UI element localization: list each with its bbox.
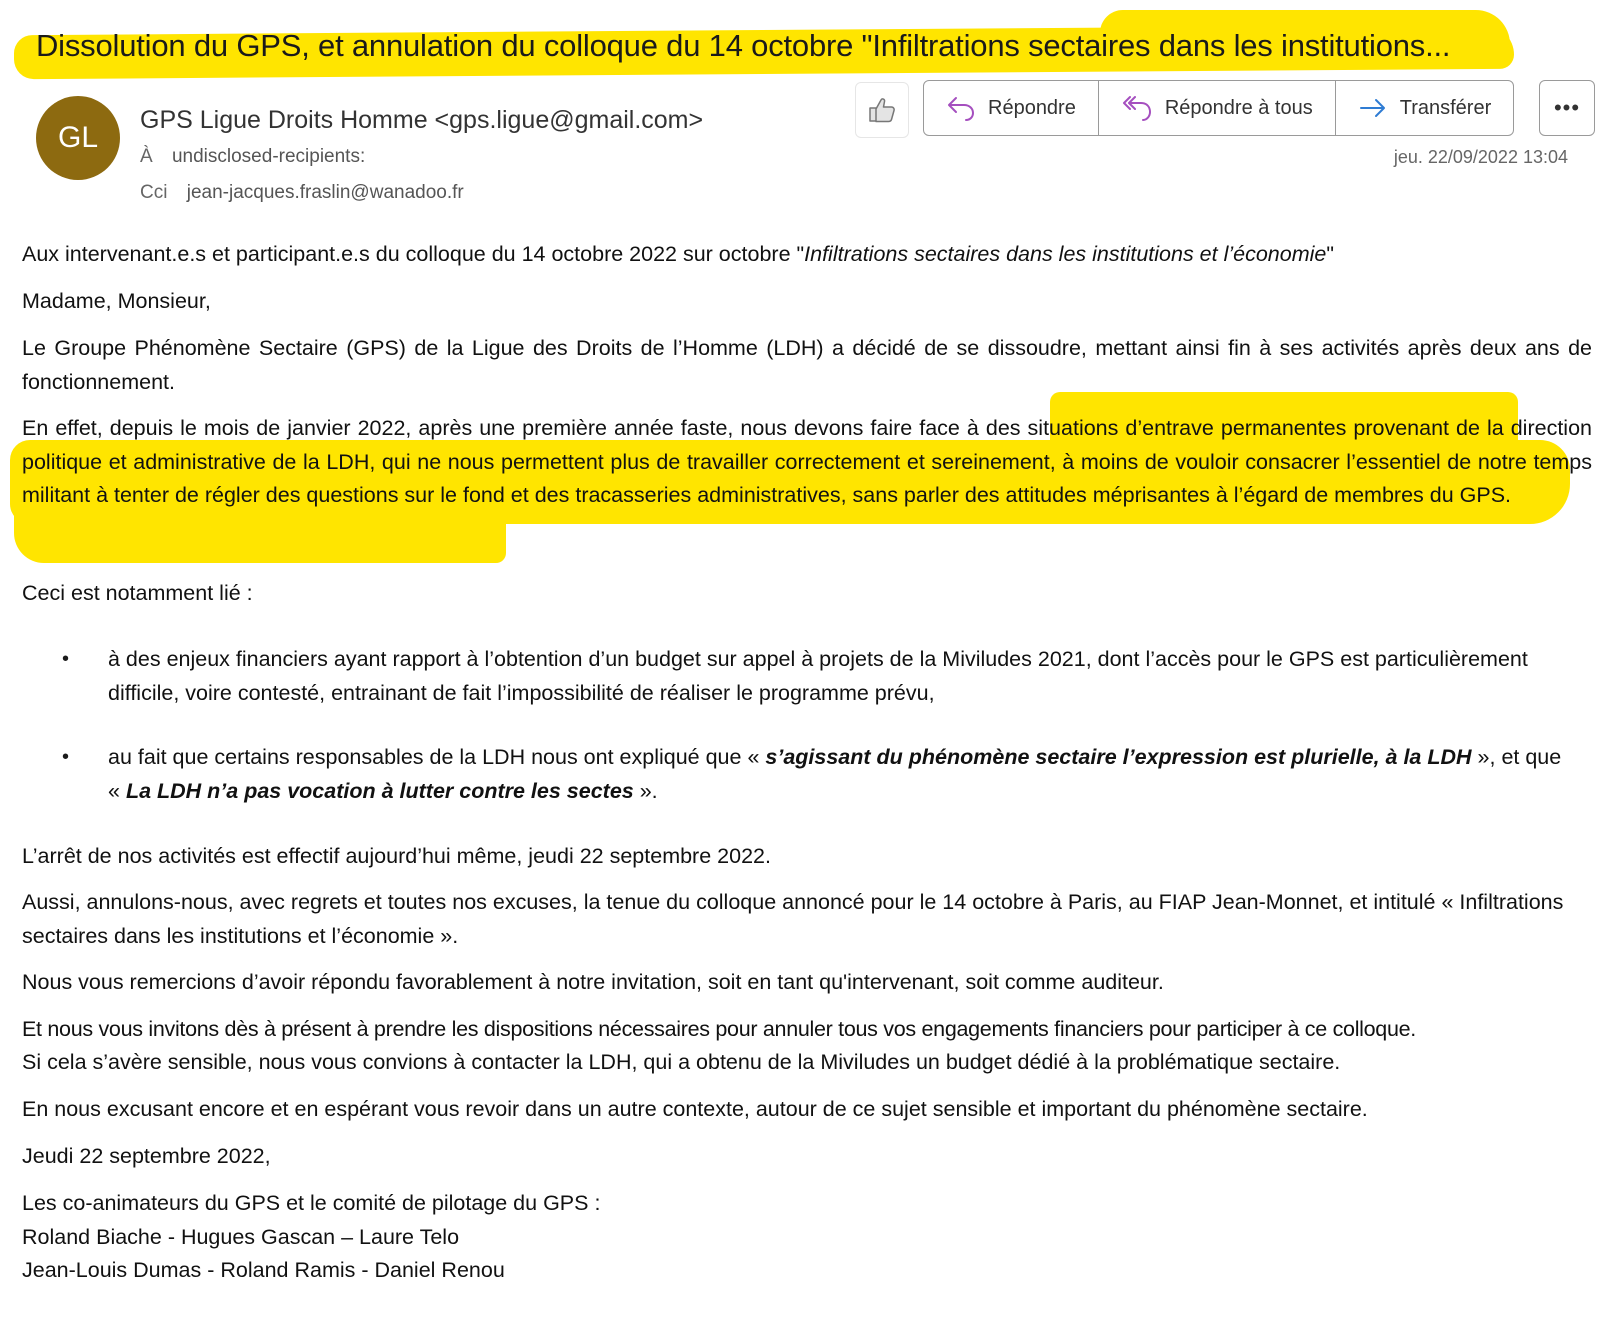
- quote-2: La LDH n’a pas vocation à lutter contre les sectes: [125, 778, 634, 803]
- more-actions-button[interactable]: [1539, 80, 1595, 136]
- bullet-quotes: [108, 741, 1568, 808]
- timestamp: jeu. 22/09/2022 13:04: [1393, 147, 1568, 167]
- quote-joiner: », et que «: [108, 745, 1562, 803]
- paragraph-reasons: En effet, depuis le mois de janvier 2022, après une première année faste, nous devons faire face à des situations d’entrave permanentes provenant de la direction politique et administrative de la LDH, qui ne nous permettent plus de travailler correctement et sereinement, à moins de vouloir consacrer l’essentiel de notre temps militant à tenter de régler des questions sur le fond et des tracasseries administratives, sans parler des attitudes méprisantes à l’égard de membres du GPS.: [22, 416, 1592, 507]
- bcc-line: [140, 182, 464, 204]
- salutation: Madame, Monsieur,: [22, 289, 211, 313]
- signature-names-2: Jean-Louis Dumas - Roland Ramis - Daniel Renou: [22, 1258, 505, 1282]
- to-label: À: [140, 146, 153, 167]
- reply-actions: [923, 80, 1514, 136]
- reply-all-label: Répondre à tous: [1164, 96, 1313, 119]
- paragraph-effective: L’arrêt de nos activités est effectif aujourd’hui même, jeudi 22 septembre 2022.: [22, 844, 771, 868]
- quote-end: ».: [633, 778, 658, 803]
- reply-all-button[interactable]: [1099, 81, 1336, 135]
- more-icon: •••: [1553, 95, 1581, 120]
- forward-button[interactable]: [1336, 81, 1514, 135]
- to-line: [140, 146, 365, 168]
- paragraph-thanks: Nous vous remercions d’avoir répondu favorablement à notre invitation, soit en tant qu'intervenant, soit comme auditeur.: [22, 970, 1164, 994]
- intro-italic: Infiltrations sectaires dans les institutions et l’économie: [804, 242, 1327, 266]
- quote-intro: au fait que certains responsables de la LDH nous ont expliqué que «: [108, 745, 766, 769]
- paragraph-linked: Ceci est notamment lié :: [22, 581, 253, 605]
- paragraph-invite-line2: Si cela s’avère sensible, nous vous convions à contacter la LDH, qui a obtenu de la Miviludes un budget dédié à la problématique sectaire.: [22, 1050, 1341, 1074]
- intro-suffix: ": [1326, 242, 1335, 266]
- sender[interactable]: GPS Ligue Droits Homme <gps.ligue@gmail.com>: [140, 106, 704, 134]
- quote-1: s’agissant du phénomène sectaire l’expression est plurielle, à la LDH: [765, 745, 1472, 769]
- bullet-financial: à des enjeux financiers ayant rapport à l’obtention d’un budget sur appel à projets de la Miviludes 2021, dont l’accès pour le GPS est particulièrement difficile, voire contesté, entrainant de fait l’impossibilité de réaliser le programme prévu,: [108, 647, 1528, 705]
- avatar-initials: GL: [57, 121, 99, 154]
- forward-icon: [1358, 96, 1388, 120]
- paragraph-invite-line1: Et nous vous invitons dès à présent à prendre les dispositions nécessaires pour annuler tous vos engagements financiers pour participer à ce colloque.: [22, 1017, 1416, 1041]
- signature-title: Les co-animateurs du GPS et le comité de pilotage du GPS :: [22, 1191, 601, 1215]
- bullet-dot: •: [62, 746, 70, 768]
- reply-button[interactable]: [924, 81, 1099, 135]
- forward-label: Transférer: [1399, 96, 1492, 119]
- bullet-dot: •: [62, 648, 70, 670]
- letter-date: Jeudi 22 septembre 2022,: [22, 1144, 271, 1168]
- paragraph-cancellation: Aussi, annulons-nous, avec regrets et toutes nos excuses, la tenue du colloque annoncé pour le 14 octobre à Paris, au FIAP Jean-Monnet, et intitulé « Infiltrations sectaires dans les institutions et l’économie ».: [22, 890, 1564, 948]
- intro-paragraph: [22, 238, 1592, 272]
- to-recipients[interactable]: undisclosed-recipients:: [171, 146, 366, 167]
- email-subject: Dissolution du GPS, et annulation du colloque du 14 octobre "Infiltrations sectaires dans les institutions...: [36, 28, 1451, 63]
- bcc-recipient[interactable]: jean-jacques.fraslin@wanadoo.fr: [186, 182, 464, 203]
- thumbs-up-icon: [868, 97, 896, 123]
- paragraph-apology: En nous excusant encore et en espérant vous revoir dans un autre contexte, autour de ce sujet sensible et important du phénomène sectaire.: [22, 1097, 1368, 1121]
- reply-all-icon: [1121, 94, 1153, 122]
- paragraph-dissolution: Le Groupe Phénomène Sectaire (GPS) de la Ligue des Droits de l’Homme (LDH) a décidé de se dissoudre, mettant ainsi fin à ses activités après deux ans de fonctionnement.: [22, 336, 1592, 394]
- body-highlight-3: [14, 505, 506, 563]
- reply-icon: [946, 94, 976, 122]
- like-button[interactable]: [855, 82, 909, 138]
- bcc-label: Cci: [140, 182, 168, 203]
- signature-names-1: Roland Biache - Hugues Gascan – Laure Telo: [22, 1225, 460, 1249]
- avatar: [36, 96, 120, 180]
- intro-prefix: Aux intervenant.e.s et participant.e.s du colloque du 14 octobre 2022 sur octobre ": [22, 242, 805, 266]
- reply-label: Répondre: [988, 96, 1076, 119]
